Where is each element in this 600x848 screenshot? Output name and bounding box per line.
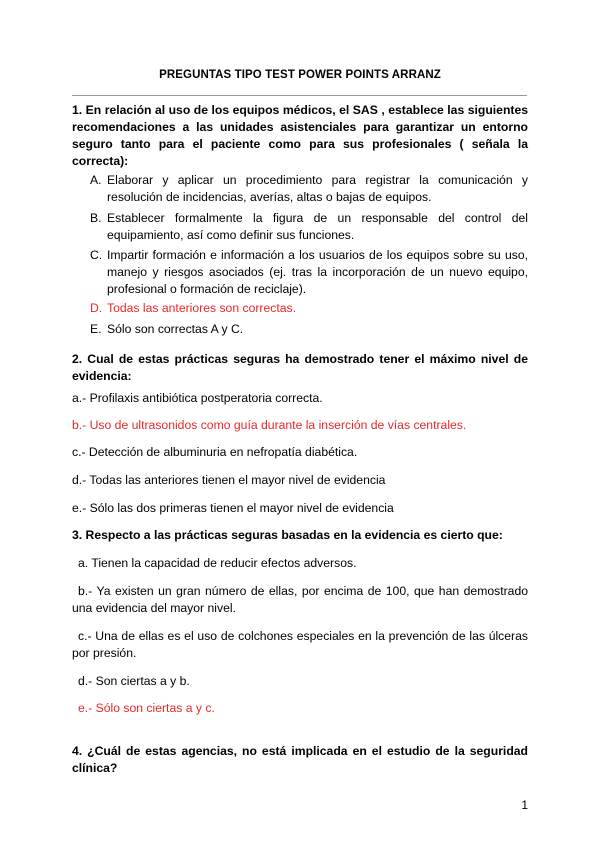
question-3: 3. Respecto a las prácticas seguras basadas en la evidencia es cierto que: bbox=[72, 528, 503, 542]
q2-option-e: e.- Sólo las dos primeras tienen el mayor nivel de evidencia bbox=[72, 501, 394, 515]
q1-option-e bbox=[90, 321, 528, 338]
document-title: PREGUNTAS TIPO TEST POWER POINTS ARRANZ bbox=[159, 69, 441, 81]
q1-option-d-text: Todas las anteriores son correctas. bbox=[107, 301, 296, 315]
q1-option-c-letter: C. bbox=[90, 248, 103, 262]
question-2: 2. Cual de estas prácticas seguras ha demostrado tener el máximo nivel de evidencia: bbox=[72, 352, 528, 383]
q3-option-c: c.- Una de ellas es el uso de colchones especiales en la prevención de las úlceras por presión. bbox=[72, 629, 528, 660]
q2-option-a: a.- Profilaxis antibiótica postperatoria correcta. bbox=[72, 391, 323, 405]
q3-option-e-correct: e.- Sólo son ciertas a y c. bbox=[78, 701, 215, 715]
q1-option-d-correct bbox=[90, 300, 528, 317]
q1-option-c bbox=[90, 247, 528, 298]
page-number: 1 bbox=[521, 798, 528, 812]
q1-option-a bbox=[90, 172, 528, 206]
q1-option-d-letter: D. bbox=[90, 301, 103, 315]
q3-option-a: a. Tienen la capacidad de reducir efectos adversos. bbox=[78, 556, 357, 570]
q2-option-d: d.- Todas las anteriores tienen el mayor nivel de evidencia bbox=[72, 473, 386, 487]
title-divider bbox=[72, 95, 527, 96]
q1-option-b-text: Establecer formalmente la figura de un responsable del control del equipamiento, así como definir sus funciones. bbox=[107, 211, 528, 242]
question-4: 4. ¿Cuál de estas agencias, no está implicada en el estudio de la seguridad clínica? bbox=[72, 744, 528, 775]
q3-option-b: b.- Ya existen un gran número de ellas, por encima de 100, que han demostrado una evidencia del mayor nivel. bbox=[72, 584, 528, 615]
q2-option-c: c.- Detección de albuminuria en nefropatía diabética. bbox=[72, 445, 358, 459]
q1-option-e-letter: E. bbox=[90, 322, 102, 336]
question-1: 1. En relación al uso de los equipos médicos, el SAS , establece las siguientes recomendaciones a las unidades asistenciales para garantizar un entorno seguro tanto para el paciente como para sus profesionales ( señala la correcta): bbox=[72, 103, 528, 168]
q1-option-e-text: Sólo son correctas A y C. bbox=[107, 322, 244, 336]
q1-option-b bbox=[90, 210, 528, 244]
q1-option-a-text: Elaborar y aplicar un procedimiento para registrar la comunicación y resolución de incidencias, averías, altas o bajas de equipos. bbox=[107, 173, 528, 204]
q2-option-b-correct: b.- Uso de ultrasonidos como guía durante la inserción de vías centrales. bbox=[72, 418, 467, 432]
q1-option-b-letter: B. bbox=[90, 211, 102, 225]
q3-option-d: d.- Son ciertas a y b. bbox=[78, 674, 190, 688]
q1-option-a-letter: A. bbox=[90, 173, 102, 187]
q1-option-c-text: Impartir formación e información a los usuarios de los equipos sobre su uso, manejo y riesgos asociados (ej. tras la incorporación de un nuevo equipo, profesional o formación de reciclaje). bbox=[107, 248, 528, 296]
